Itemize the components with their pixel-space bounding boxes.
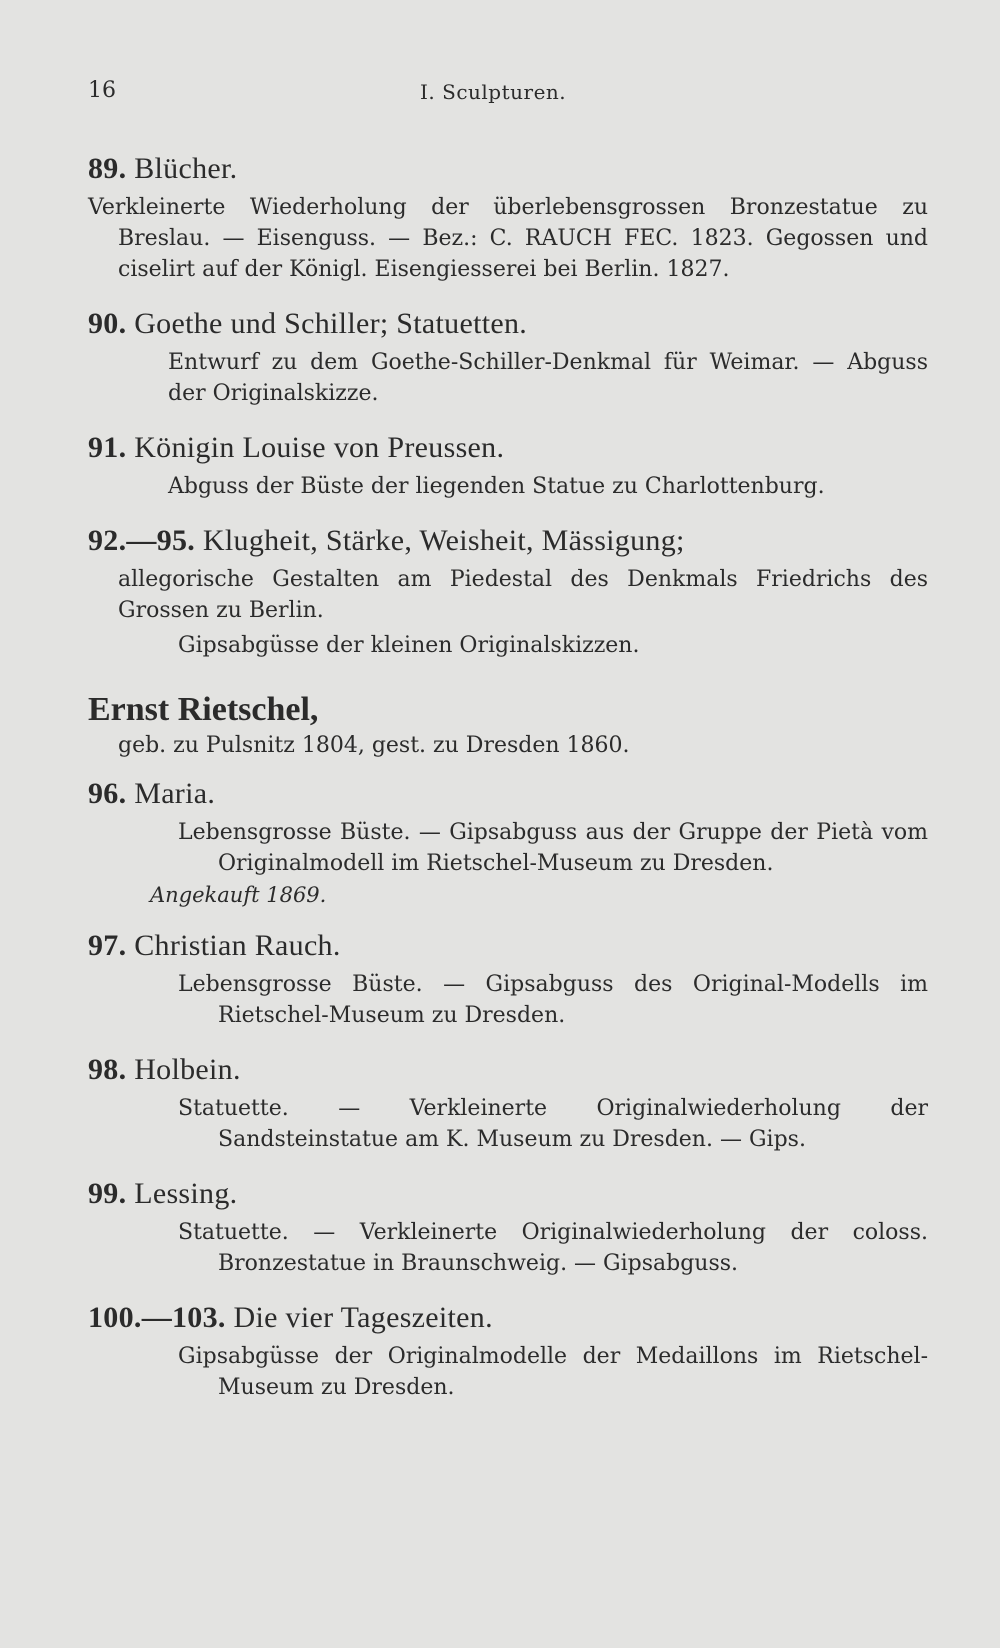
entry-heading xyxy=(88,305,928,343)
entry-title: Klugheit, Stärke, Weisheit, Mässigung; xyxy=(202,524,685,557)
catalog-entry-92-95 xyxy=(88,522,928,661)
entry-description xyxy=(88,347,928,409)
entry-number: 91. xyxy=(88,431,127,464)
entry-title: Die vier Tageszeiten. xyxy=(233,1301,493,1334)
entry-heading xyxy=(88,150,928,188)
entry-title: Goethe und Schiller; Statuetten. xyxy=(134,307,528,340)
catalog-entry-91 xyxy=(88,429,928,502)
description-text: Abguss der Büste der liegenden Statue zu Charlottenburg. xyxy=(168,474,825,499)
description-text: Gipsabgüsse der kleinen Originalskizzen. xyxy=(178,633,640,658)
catalog-entry-98 xyxy=(88,1051,928,1155)
entry-description xyxy=(88,1341,928,1403)
entry-heading xyxy=(88,927,928,965)
entry-heading xyxy=(88,1051,928,1089)
catalog-entry-90 xyxy=(88,305,928,409)
catalog-entry-89 xyxy=(88,150,928,285)
entry-title: Christian Rauch. xyxy=(134,929,341,962)
entry-heading xyxy=(88,1175,928,1213)
description-text: Statuette. — Verkleinerte Originalwiederholung der coloss. Bronzestatue in Braunschweig. — Gipsabguss. xyxy=(178,1220,928,1276)
entry-heading xyxy=(88,429,928,467)
acquisition-note: Angekauft 1869. xyxy=(150,883,327,907)
entry-heading xyxy=(88,522,928,560)
description-text: Gipsabgüsse der Originalmodelle der Medaillons im Rietschel-Museum zu Dresden. xyxy=(178,1344,928,1400)
description-text: allegorische Gestalten am Piedestal des Denkmals Friedrichs des Grossen zu Berlin. xyxy=(118,567,928,623)
entry-description xyxy=(88,969,928,1031)
entry-number: 89. xyxy=(88,152,127,185)
description-text: Lebensgrosse Büste. — Gipsabguss des Original-Modells im Rietschel-Museum zu Dresden. xyxy=(178,972,928,1028)
entry-title: Blücher. xyxy=(134,152,238,185)
entry-description xyxy=(88,1093,928,1155)
entry-title: Maria. xyxy=(134,777,216,810)
entry-number: 100.—103. xyxy=(88,1301,226,1334)
entry-title: Königin Louise von Preussen. xyxy=(134,431,505,464)
entry-number: 90. xyxy=(88,307,127,340)
entry-title: Lessing. xyxy=(134,1177,238,1210)
entry-number: 96. xyxy=(88,777,127,810)
description-text: Statuette. — Verkleinerte Originalwiederholung der Sandsteinstatue am K. Museum zu Dresden. — Gips. xyxy=(178,1096,928,1152)
entry-description xyxy=(88,817,928,879)
entry-description xyxy=(88,192,928,285)
entry-description xyxy=(88,1217,928,1279)
catalog-entry-99 xyxy=(88,1175,928,1279)
catalog-entry-97 xyxy=(88,927,928,1031)
artist-bio: geb. zu Pulsnitz 1804, gest. zu Dresden 1860. xyxy=(118,733,630,758)
description-text: Verkleinerte Wiederholung der überlebensgrossen Bronzestatue zu Breslau. — Eisenguss. — Bez.: C. RAUCH FEC. 1823. Gegossen und ciselirt auf der Königl. Eisengiesserei bei Berlin. 1827. xyxy=(88,195,928,282)
entry-number: 99. xyxy=(88,1177,127,1210)
page-number: 16 xyxy=(88,78,116,103)
entry-description xyxy=(88,471,928,502)
catalog-entry-96 xyxy=(88,775,928,907)
running-title: I. Sculpturen. xyxy=(420,80,567,104)
catalog-entry-100-103 xyxy=(88,1299,928,1403)
catalog-content xyxy=(88,150,928,1423)
artist-name: Ernst Rietschel, xyxy=(88,691,319,728)
entry-description xyxy=(88,564,928,661)
entry-heading xyxy=(88,775,928,813)
entry-number: 98. xyxy=(88,1053,127,1086)
entry-number: 92.—95. xyxy=(88,524,196,557)
entry-heading xyxy=(88,1299,928,1337)
entry-number: 97. xyxy=(88,929,127,962)
description-text: Entwurf zu dem Goethe-Schiller-Denkmal für Weimar. — Abguss der Originalskizze. xyxy=(168,350,928,406)
description-text: Lebensgrosse Büste. — Gipsabguss aus der Gruppe der Pietà vom Originalmodell im Rietschel-Museum zu Dresden. xyxy=(178,820,928,876)
entry-title: Holbein. xyxy=(134,1053,241,1086)
